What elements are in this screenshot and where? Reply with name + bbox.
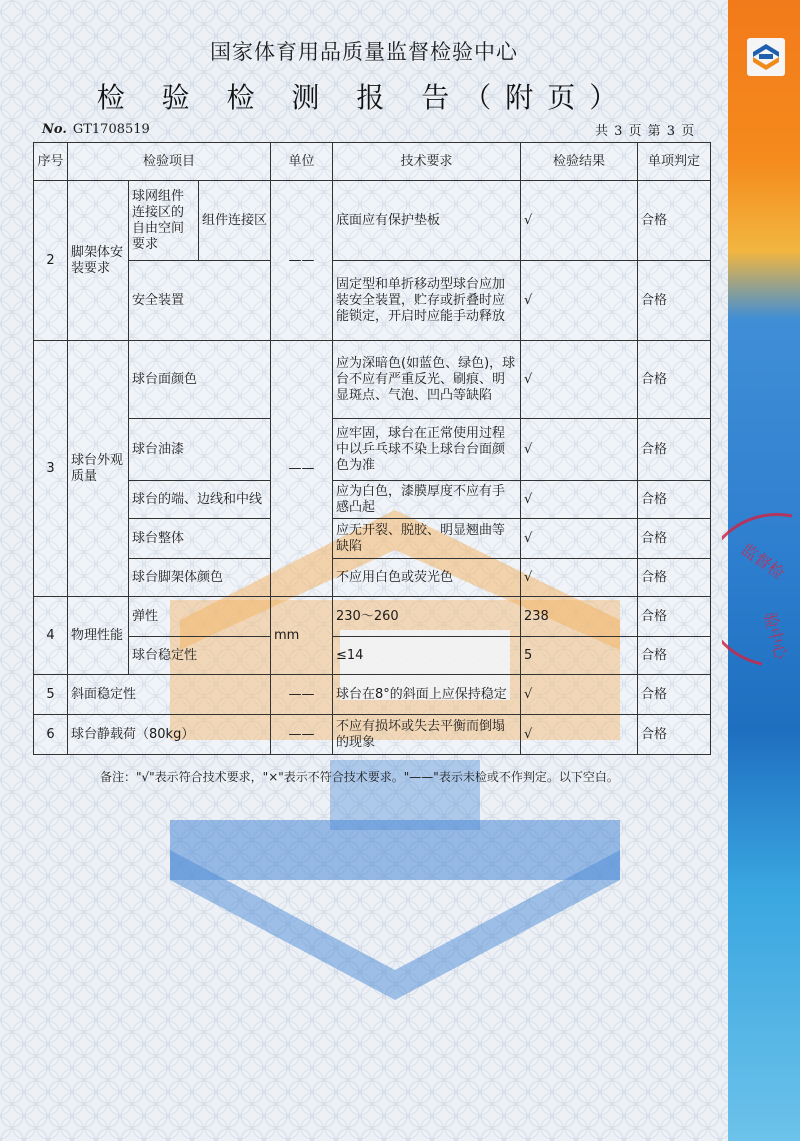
result-cell: √ — [521, 715, 638, 755]
table-row — [34, 519, 711, 559]
table-row — [34, 715, 711, 755]
requirement-cell: 应为深暗色(如蓝色、绿色)，球台不应有严重反光、刷痕、明显斑点、气泡、凹凸等缺陷 — [333, 341, 521, 419]
item-cell: 安全装置 — [129, 261, 271, 341]
unit-cell: —— — [271, 181, 333, 341]
result-cell: √ — [521, 341, 638, 419]
verdict-cell: 合格 — [638, 597, 711, 637]
organization-name: 国家体育用品质量监督检验中心 — [210, 40, 518, 64]
requirement-cell: 固定型和单折移动型球台应加装安全装置，贮存或折叠时应能锁定，开启时应能手动释放 — [333, 261, 521, 341]
verdict-cell: 合格 — [638, 715, 711, 755]
item-cell: 弹性 — [129, 597, 271, 637]
report-title: 检 验 检 测 报 告（附页） — [96, 81, 632, 114]
verdict-cell: 合格 — [638, 519, 711, 559]
unit-cell: mm — [271, 597, 333, 675]
footnote-remark: 备注："√"表示符合技术要求，"×"表示不符合技术要求。"——"表示未检或不作判定。以下空白。 — [100, 770, 619, 784]
requirement-cell: 球台在8°的斜面上应保持稳定 — [333, 675, 521, 715]
seq-cell: 2 — [34, 181, 68, 341]
report-number-label: No. — [42, 122, 67, 137]
report-number-value: GT1708519 — [72, 122, 150, 137]
result-cell: √ — [521, 519, 638, 559]
result-cell: √ — [521, 559, 638, 597]
page-indicator: 共 3 页 第 3 页 — [595, 124, 696, 139]
verdict-cell: 合格 — [638, 419, 711, 481]
item-cell: 斜面稳定性 — [68, 675, 271, 715]
seq-cell: 4 — [34, 597, 68, 675]
table-row — [34, 181, 711, 261]
result-cell: 238 — [521, 597, 638, 637]
item-cell: 球台脚架体颜色 — [129, 559, 271, 597]
table-row — [34, 597, 711, 637]
requirement-cell: 230～260 — [333, 597, 521, 637]
item-cell: 球台油漆 — [129, 419, 271, 481]
col-header-unit: 单位 — [271, 143, 333, 181]
table-row — [34, 261, 711, 341]
table-row — [34, 675, 711, 715]
report-number — [42, 122, 150, 137]
unit-cell: —— — [271, 675, 333, 715]
inspection-seal-stamp — [722, 510, 800, 670]
seq-cell: 6 — [34, 715, 68, 755]
verdict-cell: 合格 — [638, 261, 711, 341]
item-cell: 球台整体 — [129, 519, 271, 559]
result-cell: √ — [521, 181, 638, 261]
item-cell: 球台面颜色 — [129, 341, 271, 419]
col-header-result: 检验结果 — [521, 143, 638, 181]
requirement-cell: 应无开裂、脱胶、明显翘曲等缺陷 — [333, 519, 521, 559]
seq-cell: 3 — [34, 341, 68, 597]
item-cell: 球网组件连接区的自由空间要求 — [129, 181, 199, 261]
result-cell: √ — [521, 261, 638, 341]
table-row — [34, 341, 711, 419]
table-header-row — [34, 143, 711, 181]
requirement-cell: 应为白色，漆膜厚度不应有手感凸起 — [333, 481, 521, 519]
center-logo-icon — [747, 38, 785, 76]
requirement-cell: ≤14 — [333, 637, 521, 675]
col-header-item: 检验项目 — [68, 143, 271, 181]
item-cell: 球台静载荷（80kg） — [68, 715, 271, 755]
sub-item-cell: 组件连接区 — [199, 181, 271, 261]
requirement-cell: 底面应有保护垫板 — [333, 181, 521, 261]
requirement-cell: 不应有损坏或失去平衡而倒塌的现象 — [333, 715, 521, 755]
verdict-cell: 合格 — [638, 637, 711, 675]
seq-cell: 5 — [34, 675, 68, 715]
item-cell: 球台稳定性 — [129, 637, 271, 675]
svg-text:验中心: 验中心 — [760, 610, 791, 662]
inspection-results-table — [33, 142, 711, 755]
verdict-cell: 合格 — [638, 481, 711, 519]
result-cell: √ — [521, 419, 638, 481]
unit-cell: —— — [271, 715, 333, 755]
unit-cell: —— — [271, 341, 333, 597]
group-cell: 球台外观质量 — [68, 341, 129, 597]
item-cell: 球台的端、边线和中线 — [129, 481, 271, 519]
table-row — [34, 419, 711, 481]
result-cell: √ — [521, 481, 638, 519]
verdict-cell: 合格 — [638, 675, 711, 715]
svg-text:监督检: 监督检 — [737, 539, 788, 583]
col-header-requirement: 技术要求 — [333, 143, 521, 181]
group-cell: 物理性能 — [68, 597, 129, 675]
col-header-seq: 序号 — [34, 143, 68, 181]
result-cell: 5 — [521, 637, 638, 675]
table-row — [34, 559, 711, 597]
verdict-cell: 合格 — [638, 559, 711, 597]
result-cell: √ — [521, 675, 638, 715]
table-row — [34, 481, 711, 519]
group-cell: 脚架体安装要求 — [68, 181, 129, 341]
table-row — [34, 637, 711, 675]
verdict-cell: 合格 — [638, 341, 711, 419]
col-header-verdict: 单项判定 — [638, 143, 711, 181]
requirement-cell: 应牢固，球台在正常使用过程中以乒乓球不染上球台台面颜色为准 — [333, 419, 521, 481]
verdict-cell: 合格 — [638, 181, 711, 261]
requirement-cell: 不应用白色或荧光色 — [333, 559, 521, 597]
